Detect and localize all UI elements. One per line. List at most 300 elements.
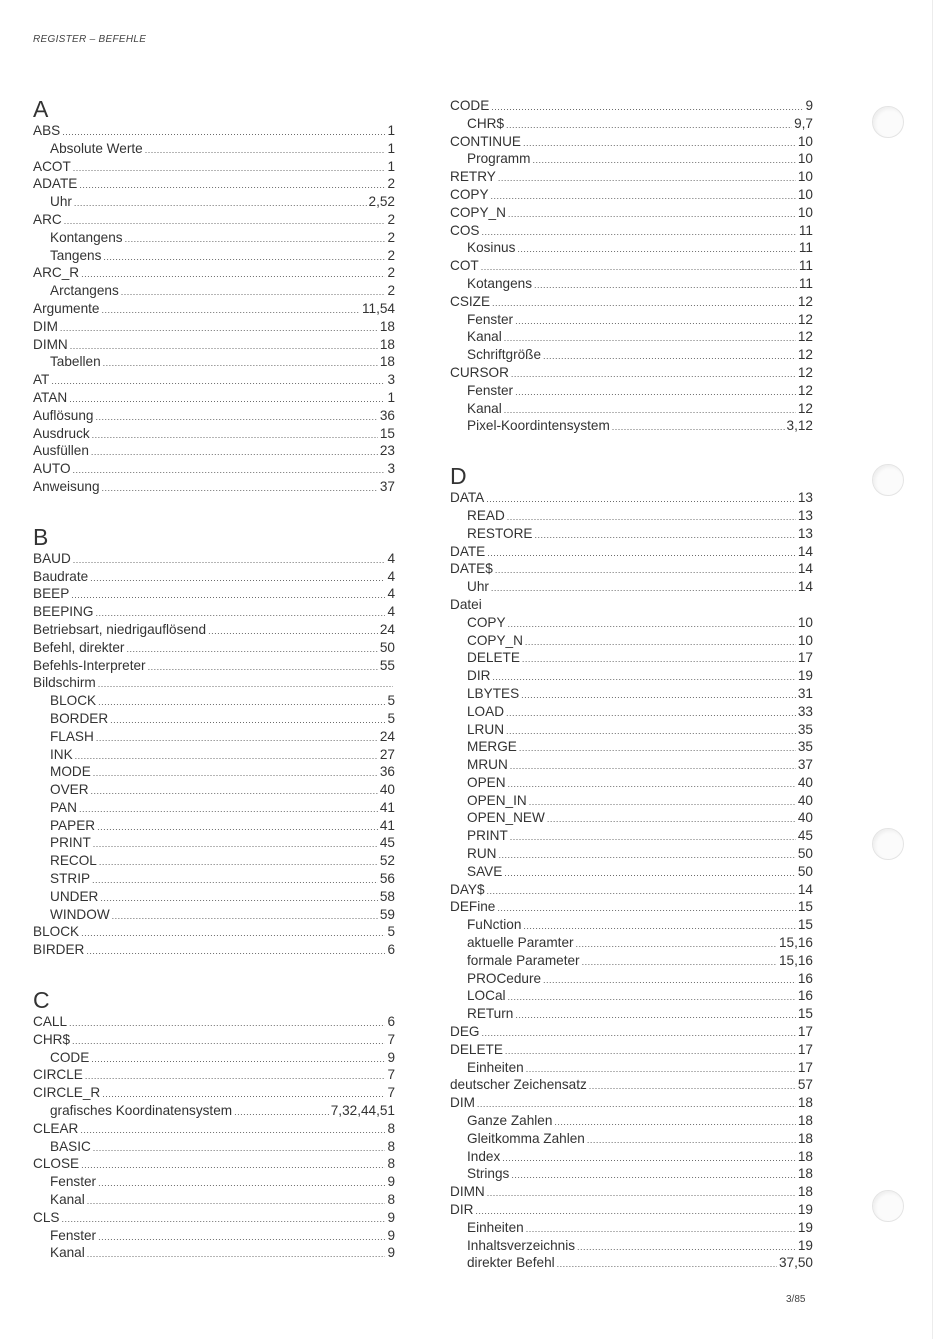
dot-leader — [534, 527, 795, 545]
entry-page: 18 — [379, 318, 395, 334]
index-entry — [450, 1148, 813, 1166]
index-entry — [33, 1227, 395, 1245]
entry-page: 50 — [797, 863, 813, 879]
entry-page: 17 — [797, 1024, 813, 1040]
entry-term: BIRDER — [33, 942, 85, 958]
entry-term: DELETE — [450, 1041, 503, 1057]
entry-page: 37,50 — [778, 1255, 813, 1271]
entry-page: 41 — [379, 817, 395, 833]
entry-term: CALL — [33, 1014, 68, 1030]
entry-page: 35 — [797, 721, 813, 737]
entry-page: 9,7 — [794, 115, 813, 131]
index-entry — [33, 318, 395, 336]
entry-page: 2 — [387, 176, 395, 192]
index-entry — [450, 507, 813, 525]
index-entry — [450, 898, 813, 916]
entry-term: PRINT — [50, 835, 91, 851]
entry-page: 40 — [797, 810, 813, 826]
entry-page: 27 — [379, 746, 395, 762]
entry-term: Uhr — [50, 194, 72, 210]
dot-leader — [98, 694, 385, 712]
entry-term: Inhaltsverzeichnis — [467, 1237, 576, 1253]
entry-term: Befehls-Interpreter — [33, 657, 146, 673]
entry-page: 5 — [387, 924, 395, 940]
dot-leader — [60, 320, 378, 338]
entry-term: Fenster — [50, 1227, 97, 1243]
entry-term: Bildschirm — [33, 675, 96, 691]
index-entry — [450, 1076, 813, 1094]
dot-leader — [504, 865, 796, 883]
index-entry — [450, 168, 813, 186]
dot-leader — [557, 1256, 777, 1274]
index-entry — [450, 1201, 813, 1219]
entry-term: FuNction — [467, 917, 522, 933]
entry-term: COT — [450, 258, 479, 274]
index-entry — [33, 1209, 395, 1227]
index-entry — [450, 382, 813, 400]
index-entry — [33, 941, 395, 959]
page-edge — [932, 0, 933, 1339]
index-entry — [33, 621, 395, 639]
index-entry — [33, 140, 395, 158]
index-entry — [450, 667, 813, 685]
entry-term: DIR — [450, 1202, 474, 1218]
dot-leader — [491, 99, 803, 117]
dot-leader — [582, 954, 777, 972]
entry-term: ARC_R — [33, 265, 80, 281]
entry-page: 55 — [379, 657, 395, 673]
dot-leader — [98, 676, 393, 694]
index-entry — [450, 1237, 813, 1255]
dot-leader — [75, 748, 378, 766]
dot-leader — [81, 266, 385, 284]
index-entry — [450, 328, 813, 346]
entry-term: PRINT — [467, 828, 508, 844]
entry-page: 13 — [797, 507, 813, 523]
index-entry — [450, 346, 813, 364]
entry-term: DELETE — [467, 650, 520, 666]
entry-page: 56 — [379, 871, 395, 887]
entry-page: 12 — [797, 329, 813, 345]
dot-leader — [51, 373, 385, 391]
dot-leader — [577, 1239, 796, 1257]
entry-page: 7 — [387, 1085, 395, 1101]
dot-leader — [534, 277, 797, 295]
entry-term: Ausdruck — [33, 425, 90, 441]
entry-page: 18 — [797, 1095, 813, 1111]
index-section — [33, 96, 395, 496]
section-letter: D — [450, 463, 467, 490]
index-entry — [450, 916, 813, 934]
index-entry — [33, 229, 395, 247]
index-entry — [33, 728, 395, 746]
dot-leader — [92, 427, 378, 445]
entry-page: 19 — [797, 1237, 813, 1253]
entry-term: Strings — [467, 1166, 510, 1182]
entry-term: UNDER — [50, 888, 99, 904]
index-entry — [450, 115, 813, 133]
dot-leader — [515, 1007, 796, 1025]
entry-term: BLOCK — [33, 924, 80, 940]
index-entry — [33, 674, 395, 692]
entry-page: 45 — [379, 835, 395, 851]
entry-term: BASIC — [50, 1138, 91, 1154]
index-entry — [450, 881, 813, 899]
dot-leader — [81, 1157, 385, 1175]
index-entry — [33, 175, 395, 193]
dot-leader — [110, 712, 385, 730]
dot-leader — [73, 160, 386, 178]
index-entry — [33, 1244, 395, 1262]
index-entry — [33, 407, 395, 425]
entry-page: 40 — [797, 792, 813, 808]
entry-page: 24 — [379, 621, 395, 637]
entry-page: 4 — [387, 550, 395, 566]
index-entry — [450, 543, 813, 561]
entry-page: 23 — [379, 443, 395, 459]
dot-leader — [80, 1122, 385, 1140]
dot-leader — [506, 705, 796, 723]
entry-term: OPEN — [467, 774, 506, 790]
section-letter: B — [33, 523, 49, 550]
entry-term: DEG — [450, 1024, 480, 1040]
entry-page: 58 — [379, 888, 395, 904]
index-entry — [33, 550, 395, 568]
entry-page: 9 — [387, 1049, 395, 1065]
entry-term: RESTORE — [467, 525, 533, 541]
entry-term: deutscher Zeichensatz — [450, 1077, 587, 1093]
entry-page: 18 — [379, 354, 395, 370]
entry-page: 8 — [387, 1138, 395, 1154]
entry-page: 41 — [379, 799, 395, 815]
index-entry — [450, 525, 813, 543]
dot-leader — [103, 249, 385, 267]
entry-term: Betriebsart, niedrigauflösend — [33, 621, 207, 637]
entry-page: 18 — [797, 1184, 813, 1200]
entry-term: Kotangens — [467, 275, 533, 291]
entry-term: COPY_N — [450, 204, 506, 220]
punch-hole — [872, 828, 904, 860]
index-entry — [450, 792, 813, 810]
entry-term: ABS — [33, 123, 61, 138]
entry-term: MERGE — [467, 739, 517, 755]
entry-term: Kanal — [467, 400, 502, 416]
dot-leader — [487, 1185, 796, 1203]
index-entry — [450, 364, 813, 382]
entry-page: 1 — [387, 140, 395, 156]
entry-term: RUN — [467, 846, 497, 862]
entry-term: Arctangens — [50, 283, 119, 299]
entry-page: 14 — [797, 579, 813, 595]
dot-leader — [508, 776, 796, 794]
index-entry — [33, 834, 395, 852]
index-entry — [33, 657, 395, 675]
dot-leader — [587, 1132, 796, 1150]
index-entry — [450, 827, 813, 845]
index-entry — [33, 193, 395, 211]
entry-term: FLASH — [50, 728, 94, 744]
index-entry — [450, 970, 813, 988]
entry-page: 10 — [797, 186, 813, 202]
entry-term: RECOL — [50, 853, 97, 869]
entry-page: 9 — [387, 1245, 395, 1261]
entry-page: 10 — [797, 151, 813, 167]
entry-term: DEFine — [450, 899, 496, 915]
index-entry — [33, 639, 395, 657]
dot-leader — [90, 570, 385, 588]
index-entry — [450, 703, 813, 721]
dot-leader — [72, 1033, 385, 1051]
entry-page: 10 — [797, 632, 813, 648]
dot-leader — [96, 730, 378, 748]
index-entry — [33, 1049, 395, 1067]
entry-term: WINDOW — [50, 906, 110, 922]
entry-page: 36 — [379, 407, 395, 423]
dot-leader — [92, 872, 378, 890]
entry-term: Kosinus — [467, 240, 516, 256]
index-entry — [33, 425, 395, 443]
index-entry — [33, 247, 395, 265]
entry-page: 15,16 — [778, 935, 813, 951]
index-entry — [33, 1031, 395, 1049]
entry-page: 18 — [797, 1113, 813, 1129]
dot-leader — [87, 1193, 386, 1211]
index-entry — [450, 1059, 813, 1077]
index-entry — [33, 353, 395, 371]
entry-page: 18 — [797, 1166, 813, 1182]
section-letter: A — [33, 96, 49, 122]
entry-term: Absolute Werte — [50, 140, 143, 156]
index-entry — [33, 211, 395, 229]
entry-term: PAN — [50, 799, 77, 815]
index-entry — [33, 817, 395, 835]
dot-leader — [87, 1246, 386, 1264]
index-entry — [450, 1219, 813, 1237]
entry-term: CODE — [450, 98, 490, 113]
index-entry — [450, 614, 813, 632]
entry-page: 15 — [797, 899, 813, 915]
index-entry — [33, 799, 395, 817]
entry-term: DATE$ — [450, 561, 493, 577]
index-entry — [450, 97, 813, 115]
index-entry — [450, 293, 813, 311]
entry-term: Fenster — [467, 382, 514, 398]
entry-term: SAVE — [467, 863, 503, 879]
entry-term: CLS — [33, 1209, 60, 1225]
entry-term: DIM — [450, 1095, 475, 1111]
entry-term: DIR — [467, 668, 491, 684]
entry-term: BLOCK — [50, 693, 97, 709]
dot-leader — [507, 509, 796, 527]
index-section — [450, 463, 813, 1272]
entry-page: 11 — [798, 240, 813, 256]
entry-page: 10 — [797, 614, 813, 630]
dot-leader — [112, 908, 378, 926]
entry-page: 9 — [805, 98, 813, 113]
entry-term: PAPER — [50, 817, 96, 833]
dot-leader — [73, 462, 386, 480]
punch-hole — [872, 106, 904, 138]
dot-leader — [511, 366, 796, 384]
dot-leader — [487, 883, 796, 901]
index-entry — [33, 1138, 395, 1156]
index-entry — [33, 763, 395, 781]
dot-leader — [79, 801, 378, 819]
dot-leader — [73, 552, 386, 570]
section-letter: C — [33, 987, 50, 1014]
entry-page: 57 — [797, 1077, 813, 1093]
index-entry — [450, 489, 813, 507]
dot-leader — [505, 1043, 796, 1061]
dot-leader — [71, 587, 385, 605]
entry-page: 11 — [798, 275, 813, 291]
entry-page: 10 — [797, 169, 813, 185]
entry-term: COS — [450, 222, 480, 238]
entry-page: 2 — [387, 247, 395, 263]
dot-leader — [61, 1211, 385, 1229]
dot-leader — [521, 687, 796, 705]
entry-page: 52 — [379, 853, 395, 869]
dot-leader — [506, 117, 792, 135]
index-entry — [450, 756, 813, 774]
dot-leader — [69, 391, 385, 409]
entry-term: grafisches Koordinatensystem — [50, 1103, 233, 1119]
page-number: 3/85 — [786, 1294, 806, 1305]
dot-leader — [125, 231, 386, 249]
entry-term: ATAN — [33, 389, 68, 405]
entry-term: Einheiten — [467, 1219, 524, 1235]
entry-page: 19 — [797, 1202, 813, 1218]
dot-leader — [502, 1150, 796, 1168]
dot-leader — [510, 758, 796, 776]
dot-leader — [519, 740, 796, 758]
dot-leader — [208, 623, 378, 641]
index-entry — [33, 1173, 395, 1191]
index-entry — [450, 685, 813, 703]
entry-term: Pixel-Koordintensystem — [467, 418, 610, 434]
index-entry — [450, 150, 813, 168]
index-entry — [33, 389, 395, 407]
entry-term: LOCal — [467, 988, 506, 1004]
entry-page: 10 — [797, 133, 813, 149]
entry-page: 3,12 — [786, 418, 813, 434]
entry-term: CSIZE — [450, 293, 491, 309]
entry-page: 8 — [387, 1120, 395, 1136]
punch-hole — [872, 1190, 904, 1222]
entry-page: 8 — [387, 1192, 395, 1208]
dot-leader — [70, 338, 378, 356]
entry-page: 7 — [387, 1031, 395, 1047]
index-entry — [33, 781, 395, 799]
index-entry — [33, 158, 395, 176]
entry-term: Fenster — [50, 1174, 97, 1190]
dot-leader — [126, 641, 377, 659]
index-entry — [450, 417, 813, 435]
entry-term: Fenster — [467, 311, 514, 327]
entry-page: 17 — [797, 650, 813, 666]
entry-page: 3 — [387, 372, 395, 388]
entry-page: 11,54 — [361, 300, 395, 316]
dot-leader — [515, 313, 796, 331]
entry-page: 6 — [387, 1014, 395, 1030]
index-entry — [33, 692, 395, 710]
entry-page: 15 — [797, 917, 813, 933]
index-entry — [33, 442, 395, 460]
index-entry — [450, 952, 813, 970]
dot-leader — [498, 847, 795, 865]
dot-leader — [97, 819, 378, 837]
entry-page: 18 — [797, 1148, 813, 1164]
dot-leader — [85, 1068, 386, 1086]
entry-page: 35 — [797, 739, 813, 755]
entry-page: 5 — [387, 710, 395, 726]
entry-page: 16 — [797, 988, 813, 1004]
entry-page: 17 — [797, 1059, 813, 1075]
entry-page: 10 — [797, 204, 813, 220]
index-entry — [450, 987, 813, 1005]
dot-leader — [525, 634, 796, 652]
dot-leader — [93, 765, 378, 783]
index-column-left — [33, 96, 395, 1290]
entry-page: 36 — [379, 764, 395, 780]
entry-page: 45 — [797, 828, 813, 844]
entry-term: READ — [467, 507, 505, 523]
entry-page: 37 — [379, 478, 395, 494]
index-entry — [450, 845, 813, 863]
index-entry — [450, 222, 813, 240]
entry-term: LOAD — [467, 703, 505, 719]
index-entry — [33, 1084, 395, 1102]
index-section — [33, 987, 395, 1262]
entry-term: BEEPING — [33, 604, 94, 620]
dot-leader — [69, 1015, 385, 1033]
entry-page: 59 — [379, 906, 395, 922]
index-entry — [33, 585, 395, 603]
entry-term: INK — [50, 746, 73, 762]
entry-term: Auflösung — [33, 407, 94, 423]
entry-page: 4 — [387, 586, 395, 602]
index-entry — [450, 863, 813, 881]
index-entry — [450, 275, 813, 293]
index-entry — [450, 1183, 813, 1201]
index-entry — [33, 710, 395, 728]
dot-leader — [498, 170, 796, 188]
entry-term: ARC — [33, 211, 62, 227]
entry-page: 7,32,44,51 — [330, 1103, 395, 1119]
index-entry — [450, 133, 813, 151]
dot-leader — [491, 188, 796, 206]
dot-leader — [522, 651, 796, 669]
entry-page: 12 — [797, 311, 813, 327]
entry-page: 24 — [379, 728, 395, 744]
index-entry — [33, 852, 395, 870]
dot-leader — [99, 854, 378, 872]
dot-leader — [523, 135, 796, 153]
index-entry — [33, 478, 395, 496]
dot-leader — [91, 444, 378, 462]
dot-leader — [508, 206, 796, 224]
index-entry — [450, 1130, 813, 1148]
dot-leader — [554, 1114, 795, 1132]
entry-term: aktuelle Paramter — [467, 935, 574, 951]
entry-term: Tangens — [50, 247, 102, 263]
entry-term: Anweisung — [33, 478, 100, 494]
index-entry — [450, 738, 813, 756]
entry-page: 11 — [798, 258, 813, 274]
entry-page: 15 — [379, 425, 395, 441]
dot-leader — [91, 783, 378, 801]
index-entry — [33, 264, 395, 282]
